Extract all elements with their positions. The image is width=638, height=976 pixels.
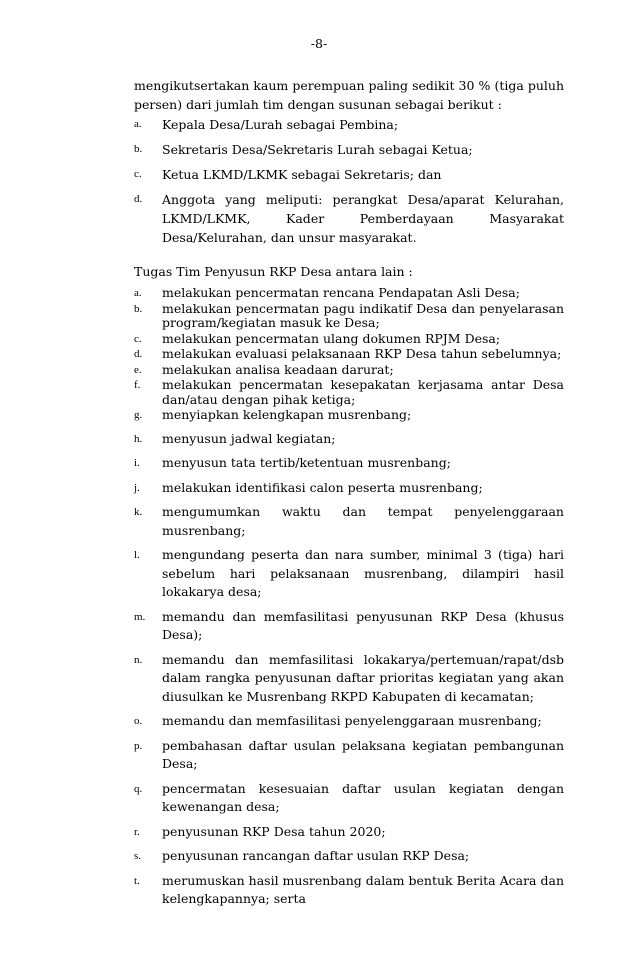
list-letter: t. [134,874,140,887]
list-text: Anggota yang meliputi: perangkat Desa/aparat Kelurahan, LKMD/LKMK, Kader Pemberdayaan Masyarakat Desa/Kelurahan, dan unsur masyarakat. [162,192,564,245]
list-item [134,165,564,184]
list-letter: m. [134,610,146,623]
list-text: menyusun jadwal kegiatan; [162,430,336,446]
list-letter: n. [134,653,143,666]
list-text: melakukan pencermatan rencana Pendapatan Asli Desa; [162,285,520,300]
list-letter: b. [134,143,143,155]
list-item [134,378,564,407]
list-text: melakukan pencermatan pagu indikatif Desa dan penyelarasan program/kegiatan masuk ke Desa; [162,300,564,330]
list-letter: d. [134,193,143,205]
list-letter: r. [134,825,140,838]
list-text: pembahasan daftar usulan pelaksana kegiatan pembangunan Desa; [162,737,564,771]
list-item [134,546,564,602]
list-item [134,608,564,645]
list-item [134,737,564,774]
list-text: memandu dan memfasilitasi lokakarya/pertemuan/rapat/dsb dalam rangka penyusunan daftar prioritas kegiatan yang akan diusulkan ke Musrenbang RKPD Kabupaten di kecamatan; [162,651,564,704]
list-text: menyusun tata tertib/ketentuan musrenbang; [162,455,451,470]
list-text: mengumumkan waktu dan tempat penyelenggaraan musrenbang; [162,504,564,538]
list-letter: j. [134,481,140,494]
list-item [134,503,564,540]
list-item [134,872,564,909]
list-letter: b. [134,302,143,315]
list-letter: c. [134,332,142,345]
list-item [134,712,564,731]
list-item [134,140,564,159]
list-item [134,408,564,423]
list-item [134,651,564,707]
list-item [134,823,564,842]
list-text: Kepala Desa/Lurah sebagai Pembina; [162,117,399,132]
list-letter: a. [134,118,142,130]
list-letter: h. [134,432,143,445]
list-text: penyusunan rancangan daftar usulan RKP Desa; [162,848,470,863]
list-item [134,115,564,134]
list-text: penyusunan RKP Desa tahun 2020; [162,823,386,839]
list-item [134,847,564,866]
list-text: mengundang peserta dan nara sumber, minimal 3 (tiga) hari sebelum hari pelaksanaan musrenbang, dilampiri hasil lokakarya desa; [162,547,564,599]
list-text: melakukan pencermatan ulang dokumen RPJM Desa; [162,330,501,346]
list-letter: l. [134,549,140,561]
list-text: menyiapkan kelengkapan musrenbang; [162,407,412,422]
list-text: melakukan pencermatan kesepakatan kerjasama antar Desa dan/atau dengan pihak ketiga; [162,377,564,407]
tugas-list [134,286,564,915]
list-item [134,363,564,378]
list-letter: q. [134,782,143,795]
list-text: merumuskan hasil musrenbang dalam bentuk Berita Acara dan kelengkapannya; serta [162,872,564,906]
tim-list [134,115,564,253]
list-text: Ketua LKMD/LKMK sebagai Sekretaris; dan [162,167,442,182]
list-item [134,479,564,498]
list-item [134,780,564,817]
list-letter: k. [134,506,143,518]
list-letter: e. [134,363,142,376]
list-letter: o. [134,715,143,727]
list-letter: a. [134,287,142,299]
list-letter: d. [134,348,143,360]
list-item [134,286,564,301]
list-text: memandu dan memfasilitasi penyelenggaraan musrenbang; [162,713,542,728]
list-item [134,454,564,473]
list-text: memandu dan memfasilitasi penyusunan RKP Desa (khusus Desa); [162,608,564,642]
intro-paragraph: mengikutsertakan kaum perempuan paling sedikit 30 % (tiga puluh persen) dari jumlah tim dengan susunan sebagai berikut : [134,78,564,112]
list-item [134,347,564,362]
list-letter: i. [134,457,140,469]
list-letter: c. [134,168,142,180]
tugas-heading: Tugas Tim Penyusun RKP Desa antara lain : [134,264,413,279]
list-item [134,190,564,247]
page-number: -8- [310,36,328,51]
list-text: melakukan analisa keadaan darurat; [162,361,394,377]
list-letter: g. [134,409,143,421]
list-letter: p. [134,739,143,752]
list-text: Sekretaris Desa/Sekretaris Lurah sebagai Ketua; [162,142,473,157]
list-letter: f. [134,379,141,391]
list-text: melakukan evaluasi pelaksanaan RKP Desa tahun sebelumnya; [162,346,562,361]
list-text: melakukan identifikasi calon peserta musrenbang; [162,479,483,495]
list-item [134,430,564,449]
list-item [134,332,564,347]
list-letter: s. [134,850,142,862]
list-item [134,302,564,331]
list-text: pencermatan kesesuaian daftar usulan kegiatan dengan kewenangan desa; [162,780,564,814]
